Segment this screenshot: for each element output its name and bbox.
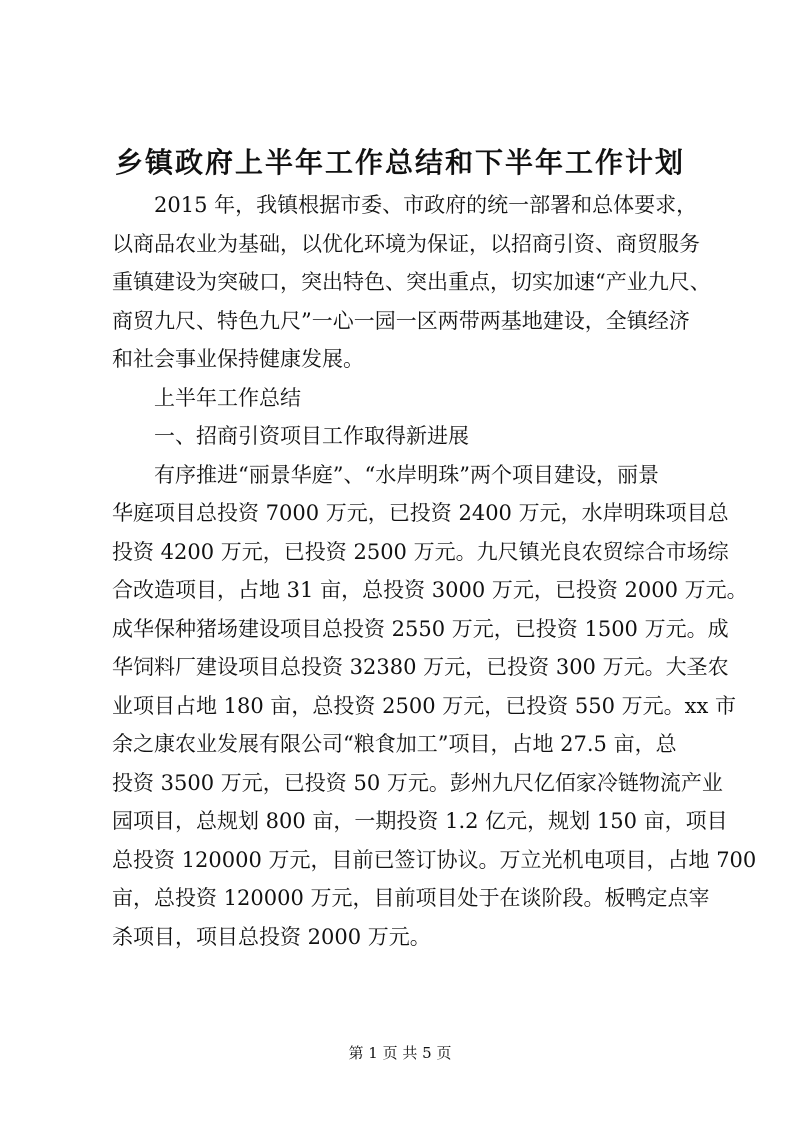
- text-line: 重镇建设为突破口，突出特色、突出重点，切实加速“产业九尺、: [112, 270, 711, 294]
- document-title: 乡镇政府上半年工作总结和下半年工作计划: [114, 146, 685, 179]
- text-line: 2015 年，我镇根据市委、市政府的统一部署和总体要求，: [154, 193, 698, 217]
- text-line: 亩，总投资 120000 万元，目前项目处于在谈阶段。板鸭定点宰: [112, 886, 710, 910]
- document-body: [112, 186, 757, 956]
- subsection-heading: 一、招商引资项目工作取得新进展: [154, 424, 469, 448]
- text-line: 投资 3500 万元，已投资 50 万元。彭州九尺亿佰家冷链物流产业: [112, 770, 723, 795]
- text-line: 以商品农业为基础，以优化环境为保证，以招商引资、商贸服务: [112, 231, 700, 256]
- page-indicator: 第 1 页 共 5 页: [348, 1044, 452, 1062]
- text-line: 和社会事业保持健康发展。: [112, 347, 364, 371]
- text-line: 业项目占地 180 亩，总投资 2500 万元，已投资 550 万元。xx 市: [112, 693, 737, 718]
- text-line: 华饲料厂建设项目总投资 32380 万元，已投资 300 万元。大圣农: [112, 655, 729, 679]
- text-line: 总投资 120000 万元，目前已签订协议。万立光机电项目，占地 700: [112, 847, 757, 872]
- paragraph-intro: [112, 186, 712, 379]
- paragraph-projects: [112, 456, 757, 957]
- text-line: 有序推进“丽景华庭”、“水岸明珠”两个项目建设，丽景: [154, 462, 659, 487]
- section-heading: 上半年工作总结: [154, 385, 301, 410]
- text-line: 余之康农业发展有限公司“粮食加工”项目，占地 27.5 亩，总: [112, 732, 677, 756]
- text-line: 投资 4200 万元，已投资 2500 万元。九尺镇光良农贸综合市场综: [112, 539, 729, 564]
- text-line: 合改造项目，占地 31 亩，总投资 3000 万元，已投资 2000 万元。: [112, 578, 748, 602]
- text-line: 商贸九尺、特色九尺”一心一园一区两带两基地建设，全镇经济: [112, 308, 690, 333]
- text-line: 园项目，总规划 800 亩，一期投资 1.2 亿元，规划 150 亩，项目: [112, 809, 728, 833]
- text-line: 成华保种猪场建设项目总投资 2550 万元，已投资 1500 万元。成: [112, 616, 729, 641]
- text-line: 华庭项目总投资 7000 万元，已投资 2400 万元，水岸明珠项目总: [112, 501, 729, 525]
- text-line: 杀项目，项目总投资 2000 万元。: [112, 924, 431, 949]
